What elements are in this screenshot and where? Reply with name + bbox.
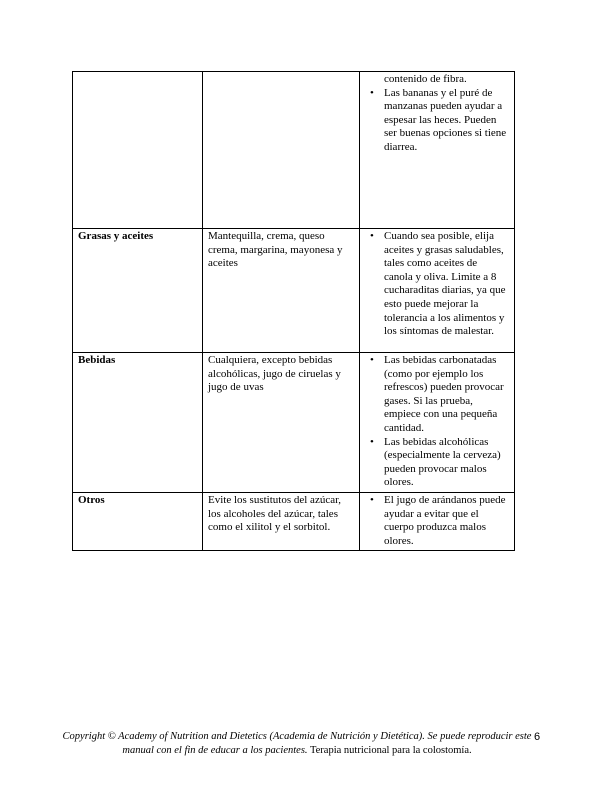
page-footer [62,730,532,758]
note-item: • Cuando sea posible, elija aceites y grasas saludables, tales como aceites de canola y oliva. Limite a 8 cucharaditas diarias, ya que esto puede mejorar la tolerancia a los alimentos y los síntomas de malestar. [384,230,509,339]
page-number: 6 [534,731,541,743]
notes-cell [360,229,515,353]
notes-cell [360,353,515,493]
note-item: • El jugo de arándanos puede ayudar a evitar que el cuerpo produzca malos olores. [384,494,509,548]
note-item: • Las bananas y el puré de manzanas pueden ayudar a espesar las heces. Pueden ser buenas opciones si tiene diarrea. [384,87,509,155]
foods-cell: Cualquiera, excepto bebidas alcohólicas, jugo de ciruelas y jugo de uvas [203,353,360,493]
notes-cell [360,492,515,550]
table-row [73,353,515,493]
category-cell: Bebidas [73,353,203,493]
table-row [73,492,515,550]
table-row [73,229,515,353]
note-item: • Las bebidas alcohólicas (especialmente la cerveza) pueden provocar malos olores. [384,436,509,490]
foods-cell: Mantequilla, crema, queso crema, margarina, mayonesa y aceites [203,229,360,353]
copyright-text: Copyright © Academy of Nutrition and Dietetics (Academia de Nutrición y Dietética). Se puede reproducir este manual con el fin de educar a los pacientes. [62,731,532,756]
category-cell [73,72,203,229]
nutrition-table [72,71,515,551]
footer-document-title: Terapia nutricional para la colostomía. [307,745,472,756]
category-cell: Otros [73,492,203,550]
category-cell: Grasas y aceites [73,229,203,353]
foods-cell: Evite los sustitutos del azúcar, los alcoholes del azúcar, tales como el xilitol y el sorbitol. [203,492,360,550]
note-item: • Las bebidas carbonatadas (como por ejemplo los refrescos) pueden provocar gases. Si las prueba, empiece con una pequeña cantidad. [384,354,509,436]
notes-cell [360,72,515,229]
foods-cell [203,72,360,229]
table-row [73,72,515,229]
note-item: contenido de fibra. [384,73,467,85]
